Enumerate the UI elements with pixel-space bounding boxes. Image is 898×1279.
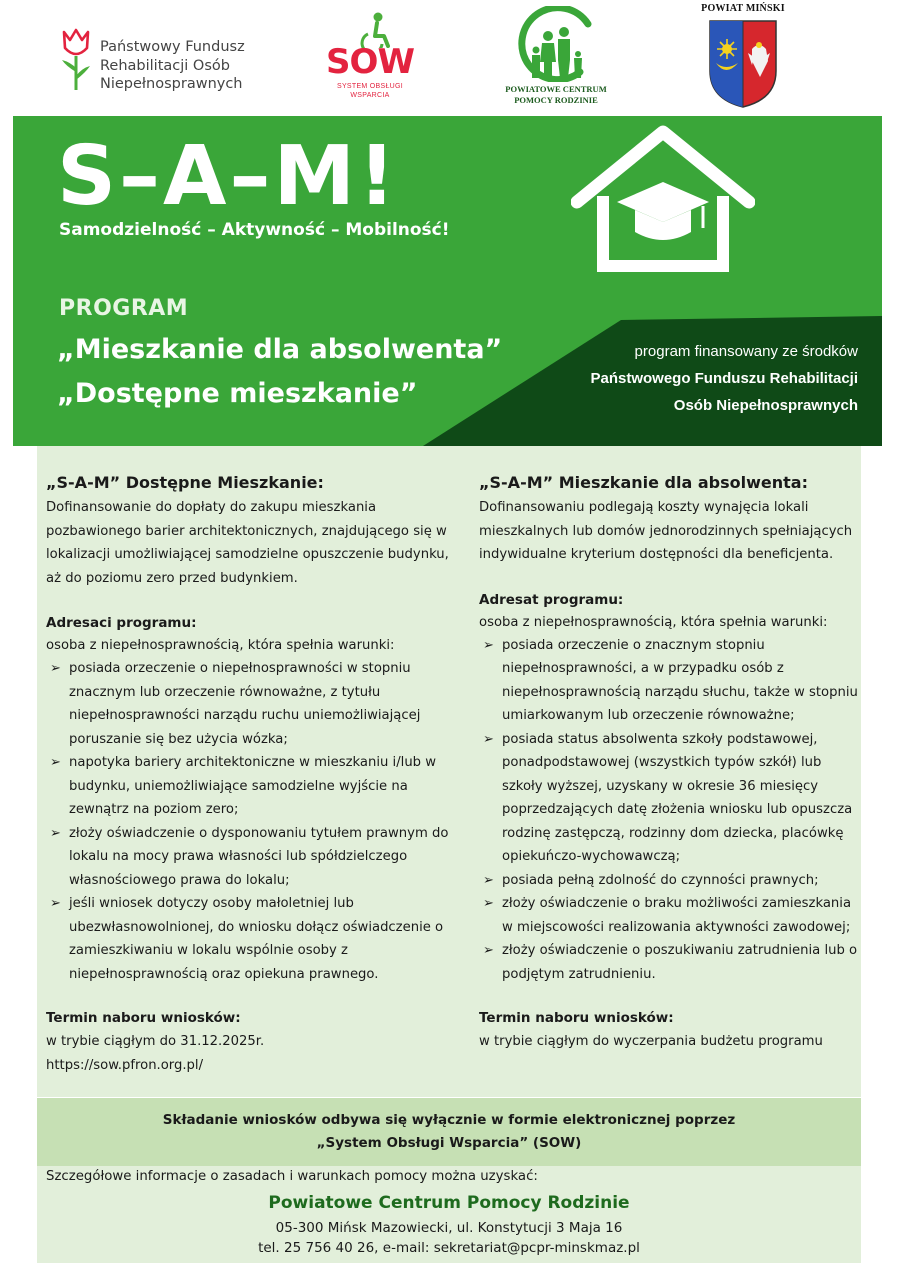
footer-contact: tel. 25 756 40 26, e-mail: sekretariat@pcpr-minskmaz.pl — [258, 1240, 640, 1256]
pcpr-line: POWIATOWE CENTRUM — [505, 84, 607, 94]
funding-line: program finansowany ze środków — [634, 343, 858, 360]
recipients-title: Adresaci programu: — [46, 615, 197, 631]
accessible-housing-column — [46, 470, 464, 1077]
arrow-bullet-icon: ➢ — [50, 896, 61, 911]
section-description: Dofinansowanie do dopłaty do zakupu mieszkania pozbawionego barier architektonicznych, znajdującego się w lokalizacji umożliwiającej samodzielne opuszczenie budynku, aż do poziomu zero przed budynkiem. — [46, 500, 449, 586]
list-item — [46, 822, 464, 893]
arrow-bullet-icon: ➢ — [483, 637, 494, 653]
arrow-bullet-icon: ➢ — [50, 825, 61, 841]
submission-notice — [37, 1098, 861, 1166]
list-item-text: złoży oświadczenie o dysponowaniu tytułem prawnym do lokalu na mocy prawa własności lub spółdzielczego własnościowego prawa do lokalu; — [69, 825, 449, 888]
sam-subtitle: Samodzielność – Aktywność – Mobilność! — [59, 220, 450, 240]
arrow-bullet-icon: ➢ — [50, 661, 61, 676]
powiat-title: POWIAT MIŃSKI — [701, 3, 785, 14]
footer-info: Szczegółowe informacje o zasadach i warunkach pomocy można uzyskać: — [46, 1169, 538, 1184]
list-item-text: jeśli wniosek dotyczy osoby małoletniej lub ubezwłasnowolnionej, do wniosku dołącz oświadczenie o zamieszkiwaniu w lokalu wspólnie osoby z niepełnosprawnością oraz opiekuna prawnego. — [69, 896, 444, 982]
list-item-text: posiada orzeczenie o znacznym stopniu niepełnosprawności, a w przypadku osób z niepełnosprawnością narządu słuchu, także w stopniu umiarkowanym lub orzeczenie równoważne; — [502, 637, 858, 723]
sow-logo — [322, 10, 418, 110]
graduate-housing-column — [479, 470, 859, 1054]
program-name: „Dostępne mieszkanie” — [57, 378, 418, 409]
list-item-text: napotyka bariery architektoniczne w mieszkaniu i/lub w budynku, uniemożliwiające samodzielne wyjście na zewnątrz na poziom zero; — [69, 755, 437, 817]
sow-subtitle: SYSTEM OBSŁUGI — [336, 83, 404, 90]
program-name: „Mieszkanie dla absolwenta” — [57, 334, 503, 365]
list-item — [479, 892, 859, 939]
funding-line: Państwowego Funduszu Rehabilitacji — [590, 370, 858, 387]
recipients-intro: osoba z niepełnosprawnością, która spełnia warunki: — [46, 638, 395, 653]
sam-title: S–A–M! — [57, 129, 399, 224]
list-item — [46, 751, 464, 822]
sow-wordmark: SOW — [326, 42, 414, 82]
term-title: Termin naboru wniosków: — [46, 1010, 241, 1026]
house-graduation-cap-icon — [571, 124, 755, 274]
list-item-text: posiada orzeczenie o niepełnosprawności w stopniu znacznym lub orzeczenie równoważne, z tytułu niepełnosprawności narządu ruchu uniemożliwiającej poruszanie się bez użycia wózka; — [69, 661, 421, 747]
list-item-text: złoży oświadczenie o poszukiwaniu zatrudnienia lub o podjętym zatrudnieniu. — [502, 943, 858, 982]
arrow-bullet-icon: ➢ — [483, 872, 494, 888]
powiat-logo — [694, 3, 792, 111]
list-item — [46, 657, 464, 751]
arrow-bullet-icon: ➢ — [50, 755, 61, 770]
section-title: „S-A-M” Mieszkanie dla absolwenta: — [479, 473, 808, 492]
content-panel — [37, 446, 861, 1097]
list-item — [479, 939, 859, 986]
contact-footer — [37, 1166, 861, 1263]
coat-of-arms-icon — [708, 19, 778, 109]
funding-line: Osób Niepełnosprawnych — [673, 397, 858, 414]
program-banner — [13, 116, 882, 446]
recipients-intro: osoba z niepełnosprawnością, która spełnia warunki: — [479, 614, 828, 630]
pfron-logo — [56, 26, 256, 96]
list-item-text: posiada pełną zdolność do czynności prawnych; — [502, 872, 819, 888]
arrow-bullet-icon: ➢ — [483, 731, 494, 747]
pfron-line: Państwowy Fundusz — [100, 39, 245, 55]
pfron-line: Rehabilitacji Osób — [100, 57, 230, 74]
section-title: „S-A-M” Dostępne Mieszkanie: — [46, 473, 324, 492]
sow-link[interactable]: https://sow.pfron.org.pl/ — [46, 1057, 204, 1073]
footer-organization-name: Powiatowe Centrum Pomocy Rodzinie — [268, 1193, 630, 1213]
tulip-icon — [56, 26, 96, 94]
conditions-list — [479, 634, 859, 987]
term-value: w trybie ciągłym do 31.12.2025r. — [46, 1034, 265, 1049]
recipients-title: Adresat programu: — [479, 591, 624, 608]
list-item — [479, 869, 859, 893]
pcpr-logo — [492, 6, 620, 110]
list-item-text: złoży oświadczenie o braku możliwości zamieszkania w miejscowości realizowania aktywności zawodowej; — [502, 896, 852, 935]
conditions-list — [46, 657, 464, 986]
section-description: Dofinansowaniu podlegają koszty wynajęcia lokali mieszkalnych lub domów jednorodzinnych spełniających indywidualne kryterium dostępności dla beneficjenta. — [479, 500, 853, 562]
sow-subtitle: WSPARCIA — [350, 92, 390, 99]
logo-row — [0, 0, 898, 112]
list-item — [479, 728, 859, 869]
pcpr-line: POMOCY RODZINIE — [514, 95, 598, 105]
list-item-text: posiada status absolwenta szkoły podstawowej, ponadpodstawowej (wszystkich typów szkół) lub szkoły wyższej, uzyskany w okresie 36 miesięcy poprzedzających datę złożenia wniosku lub opuszcza rodzinę zastępczą, rodzinny dom dziecka, placówkę opiekuńczo-wychowawczą; — [502, 731, 853, 864]
term-value: w trybie ciągłym do wyczerpania budżetu programu — [479, 1034, 823, 1049]
submission-line: Składanie wniosków odbywa się wyłącznie w formie elektronicznej poprzez — [162, 1112, 736, 1128]
list-item — [479, 634, 859, 728]
program-label: PROGRAM — [59, 296, 189, 321]
arrow-bullet-icon: ➢ — [483, 943, 494, 958]
submission-line: „System Obsługi Wsparcia” (SOW) — [316, 1135, 582, 1151]
pfron-line: Niepełnosprawnych — [100, 76, 243, 92]
family-icon — [512, 6, 600, 82]
term-title: Termin naboru wniosków: — [479, 1010, 674, 1026]
footer-address: 05-300 Mińsk Mazowiecki, ul. Konstytucji 3 Maja 16 — [275, 1220, 623, 1236]
arrow-bullet-icon: ➢ — [483, 896, 494, 911]
list-item — [46, 892, 464, 986]
funding-info — [518, 338, 858, 419]
